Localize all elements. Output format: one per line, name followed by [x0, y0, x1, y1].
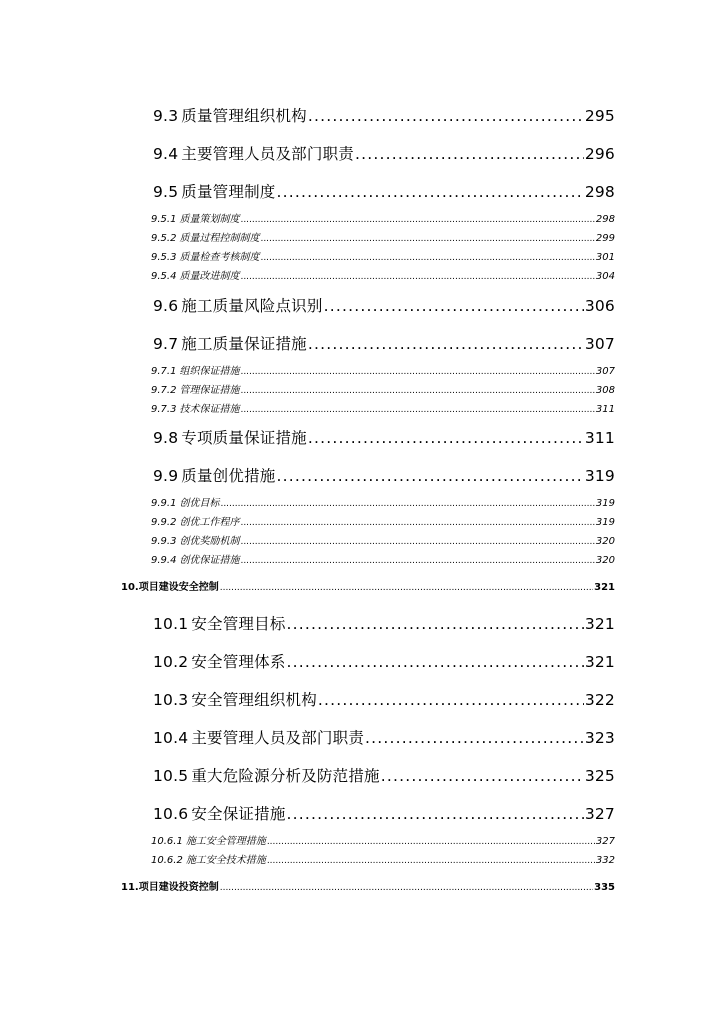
- toc-entry-title: 质量检查考核制度: [179, 252, 260, 263]
- toc-entry[interactable]: [153, 426, 615, 448]
- toc-leader-dots: [220, 499, 594, 509]
- toc-entry-number: 10.6.2: [151, 855, 183, 866]
- toc-entry-number: 9.4: [153, 145, 179, 163]
- toc-entry[interactable]: [153, 802, 615, 824]
- toc-leader-dots: [318, 691, 584, 709]
- toc-entry[interactable]: [153, 104, 615, 126]
- toc-leader-dots: [308, 335, 584, 353]
- toc-entry-page: 319: [595, 498, 615, 509]
- toc-entry-number: 9.8: [153, 429, 179, 447]
- toc-entry-number: 9.5.4: [151, 271, 177, 282]
- toc-entry[interactable]: [153, 726, 615, 748]
- toc-entry[interactable]: [151, 400, 615, 415]
- toc-entry[interactable]: [153, 294, 615, 316]
- toc-entry-title: 创优目标: [179, 498, 220, 509]
- toc-entry-page: 319: [584, 467, 615, 485]
- toc-entry-title: 施工质量风险点识别: [181, 297, 323, 315]
- toc-entry-page: 311: [595, 404, 615, 415]
- toc-entry-title: 创优保证措施: [179, 555, 240, 566]
- toc-entry[interactable]: [151, 248, 615, 263]
- toc-entry-title: 组织保证措施: [179, 366, 240, 377]
- toc-entry-number: 9.9: [153, 467, 179, 485]
- toc-entry-number: 9.5.1: [151, 214, 177, 225]
- toc-entry-number: 9.9.4: [151, 555, 177, 566]
- toc-entry-page: 321: [584, 615, 615, 633]
- toc-leader-dots: [276, 467, 583, 485]
- toc-entry-page: 320: [595, 536, 615, 547]
- toc-entry-title: 安全管理组织机构: [191, 691, 317, 709]
- toc-leader-dots: [260, 253, 594, 263]
- toc-entry-title: 项目建设安全控制: [138, 582, 219, 593]
- toc-entry-number: 9.9.2: [151, 517, 177, 528]
- toc-leader-dots: [276, 183, 583, 201]
- toc-entry-title: 质量改进制度: [179, 271, 240, 282]
- toc-entry[interactable]: [153, 764, 615, 786]
- toc-entry-number: 10.5: [153, 767, 189, 785]
- toc-entry-page: 332: [595, 855, 615, 866]
- toc-entry-page: 307: [595, 366, 615, 377]
- toc-entry-page: 299: [595, 233, 615, 244]
- toc-entry-title: 技术保证措施: [179, 404, 240, 415]
- toc-entry-number: 9.6: [153, 297, 179, 315]
- toc-entry-page: 320: [595, 555, 615, 566]
- toc-entry[interactable]: [151, 210, 615, 225]
- toc-leader-dots: [365, 729, 584, 747]
- toc-leader-dots: [240, 518, 594, 528]
- toc-entry-page: 301: [595, 252, 615, 263]
- toc-entry-title: 安全管理体系: [191, 653, 286, 671]
- toc-entry-title: 创优工作程序: [179, 517, 240, 528]
- toc-entry-number: 9.7: [153, 335, 179, 353]
- toc-entry-number: 9.9.3: [151, 536, 177, 547]
- toc-entry-page: 307: [584, 335, 615, 353]
- toc-entry-number: 11.: [121, 882, 139, 893]
- toc-entry-title: 质量策划制度: [179, 214, 240, 225]
- toc-entry-number: 9.3: [153, 107, 179, 125]
- toc-leader-dots: [355, 145, 584, 163]
- toc-entry-number: 9.7.1: [151, 366, 177, 377]
- toc-entry-title: 安全保证措施: [191, 805, 286, 823]
- toc-leader-dots: [220, 583, 593, 593]
- toc-leader-dots: [240, 215, 594, 225]
- toc-entry-page: 323: [584, 729, 615, 747]
- toc-entry[interactable]: [151, 551, 615, 566]
- toc-entry[interactable]: [153, 688, 615, 710]
- toc-leader-dots: [267, 837, 595, 847]
- toc-entry-page: 322: [584, 691, 615, 709]
- toc-entry-number: 10.2: [153, 653, 189, 671]
- toc-entry[interactable]: [151, 229, 615, 244]
- toc-leader-dots: [287, 653, 584, 671]
- toc-entry-page: 319: [595, 517, 615, 528]
- toc-entry-title: 施工质量保证措施: [181, 335, 307, 353]
- toc-entry[interactable]: [153, 650, 615, 672]
- toc-chapter-entry[interactable]: [121, 878, 615, 893]
- toc-entry-title: 施工安全技术措施: [185, 855, 266, 866]
- toc-entry-number: 9.5.3: [151, 252, 177, 263]
- toc-entry-title: 项目建设投资控制: [138, 882, 219, 893]
- toc-entry[interactable]: [153, 612, 615, 634]
- toc-entry-title: 施工安全管理措施: [185, 836, 266, 847]
- toc-entry-number: 9.5: [153, 183, 179, 201]
- toc-entry-page: 298: [584, 183, 615, 201]
- toc-chapter-entry[interactable]: [121, 578, 615, 593]
- toc-entry[interactable]: [153, 464, 615, 486]
- toc-leader-dots: [381, 767, 584, 785]
- toc-leader-dots: [240, 367, 594, 377]
- toc-entry-page: 296: [584, 145, 615, 163]
- toc-entry-title: 主要管理人员及部门职责: [181, 145, 354, 163]
- toc-entry-title: 质量管理制度: [181, 183, 276, 201]
- toc-entry-title: 主要管理人员及部门职责: [191, 729, 365, 747]
- toc-leader-dots: [267, 856, 595, 866]
- toc-entry-number: 9.9.1: [151, 498, 177, 509]
- toc-leader-dots: [240, 556, 594, 566]
- toc-leader-dots: [287, 615, 584, 633]
- toc-entry[interactable]: [151, 832, 615, 847]
- toc-entry[interactable]: [153, 142, 615, 164]
- toc-entry[interactable]: [153, 332, 615, 354]
- toc-entry-page: 335: [594, 882, 615, 893]
- toc-leader-dots: [308, 107, 584, 125]
- toc-entry-number: 10.3: [153, 691, 189, 709]
- toc-entry-title: 质量创优措施: [181, 467, 276, 485]
- toc-entry-number: 9.5.2: [151, 233, 177, 244]
- toc-entry-page: 306: [584, 297, 615, 315]
- toc-entry-number: 10.1: [153, 615, 189, 633]
- toc-entry[interactable]: [151, 532, 615, 547]
- toc-entry[interactable]: [151, 494, 615, 509]
- toc-leader-dots: [287, 805, 584, 823]
- toc-entry-page: 308: [595, 385, 615, 396]
- toc-entry-number: 10.: [121, 582, 139, 593]
- toc-entry-title: 安全管理目标: [191, 615, 286, 633]
- toc-entry[interactable]: [153, 180, 615, 202]
- toc-leader-dots: [240, 272, 594, 282]
- toc-leader-dots: [240, 537, 594, 547]
- toc-entry-title: 管理保证措施: [179, 385, 240, 396]
- toc-entry-page: 321: [594, 582, 615, 593]
- toc-entry-title: 重大危险源分析及防范措施: [191, 767, 380, 785]
- toc-entry-title: 专项质量保证措施: [181, 429, 307, 447]
- toc-entry[interactable]: [151, 362, 615, 377]
- toc-leader-dots: [260, 234, 594, 244]
- toc-leader-dots: [240, 386, 594, 396]
- toc-entry[interactable]: [151, 513, 615, 528]
- toc-entry[interactable]: [151, 381, 615, 396]
- toc-entry-title: 质量过程控制制度: [179, 233, 260, 244]
- toc-entry[interactable]: [151, 851, 615, 866]
- toc-leader-dots: [220, 883, 593, 893]
- toc-entry-page: 325: [584, 767, 615, 785]
- toc-entry-number: 10.6.1: [151, 836, 183, 847]
- toc-leader-dots: [324, 297, 584, 315]
- toc-leader-dots: [308, 429, 584, 447]
- toc-entry-number: 10.4: [153, 729, 189, 747]
- toc-entry-title: 创优奖励机制: [179, 536, 240, 547]
- toc-entry[interactable]: [151, 267, 615, 282]
- toc-entry-page: 304: [595, 271, 615, 282]
- toc-entry-page: 298: [595, 214, 615, 225]
- toc-entry-title: 质量管理组织机构: [181, 107, 307, 125]
- toc-entry-number: 10.6: [153, 805, 189, 823]
- toc-entry-page: 321: [584, 653, 615, 671]
- toc-entry-number: 9.7.3: [151, 404, 177, 415]
- toc-entry-number: 9.7.2: [151, 385, 177, 396]
- toc-entry-page: 327: [595, 836, 615, 847]
- toc-entry-page: 311: [584, 429, 615, 447]
- toc-leader-dots: [240, 405, 594, 415]
- toc-entry-page: 295: [584, 107, 615, 125]
- toc-entry-page: 327: [584, 805, 615, 823]
